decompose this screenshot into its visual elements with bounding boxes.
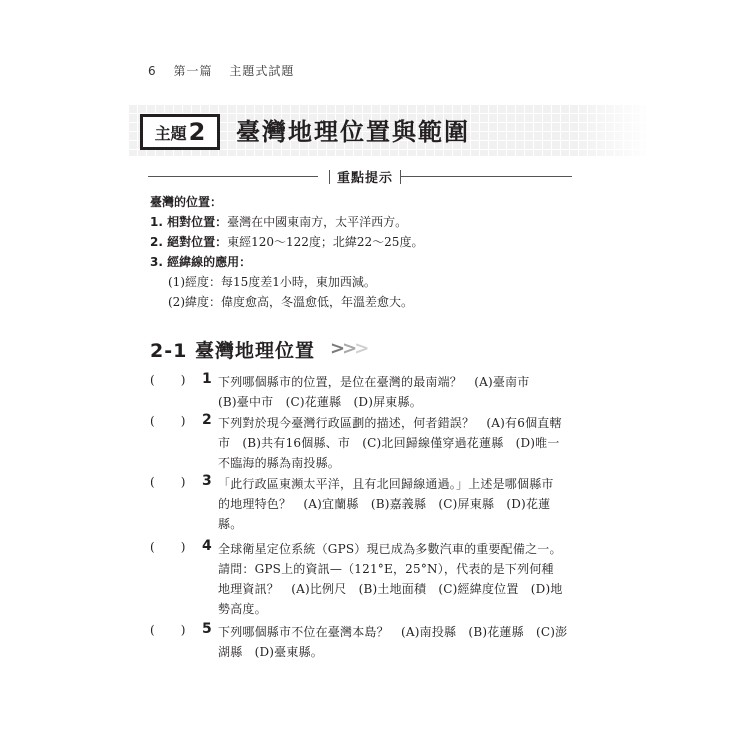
question-number: 3 bbox=[202, 473, 212, 489]
topic-title: 臺灣地理位置與範圍 bbox=[236, 118, 470, 146]
question-text: 「此行政區東瀕太平洋，且有北回歸線通過。」上述是哪個縣市 bbox=[218, 477, 554, 491]
question-text: 地理資訊？ (A)比例尺 (B)土地面積 (C)經緯度位置 (D)地 bbox=[218, 582, 563, 596]
key-point-item: 3. 經緯線的應用： bbox=[150, 255, 252, 269]
part-label: 第一篇 bbox=[173, 64, 213, 78]
question-text: 的地理特色？ (A)宜蘭縣 (B)嘉義縣 (C)屏東縣 (D)花蓮 bbox=[218, 497, 551, 511]
answer-blank[interactable]: ( ) bbox=[150, 414, 186, 428]
question-text: 市 (B)共有16個縣、市 (C)北回歸線僅穿過花蓮縣 (D)唯一 bbox=[218, 436, 560, 450]
key-point-subitem: (2)緯度：偉度愈高，冬溫愈低，年溫差愈大。 bbox=[168, 295, 413, 309]
topic-label bbox=[140, 114, 220, 150]
answer-blank[interactable]: ( ) bbox=[150, 623, 186, 637]
divider-left bbox=[148, 176, 318, 177]
key-point-item: 1. 相對位置：臺灣在中國東南方，太平洋西方。 bbox=[150, 215, 408, 229]
question-text: (B)臺中市 (C)花蓮縣 (D)屏東縣。 bbox=[218, 395, 422, 409]
question-text: 下列對於現今臺灣行政區劃的描述，何者錯誤？ (A)有6個直轄 bbox=[218, 416, 562, 430]
question-text: 勢高度。 bbox=[218, 602, 267, 616]
answer-blank[interactable]: ( ) bbox=[150, 373, 186, 387]
key-points-heading bbox=[322, 167, 408, 186]
key-point-item: 2. 絕對位置：東經120～122度；北緯22～25度。 bbox=[150, 235, 424, 249]
topic-label-word: 主題 bbox=[154, 123, 187, 143]
divider-right bbox=[400, 176, 572, 177]
answer-blank[interactable]: ( ) bbox=[150, 540, 186, 554]
question-text: 下列哪個縣市不位在臺灣本島？ (A)南投縣 (B)花蓮縣 (C)澎 bbox=[218, 625, 568, 639]
running-header bbox=[148, 62, 306, 79]
key-points-heading-text: 重點提示 bbox=[337, 171, 394, 186]
key-points-intro: 臺灣的位置： bbox=[150, 195, 223, 209]
question-text: 全球衛星定位系統（GPS）現已成為多數汽車的重要配備之一。 bbox=[218, 542, 562, 556]
topic-label-number: 2 bbox=[188, 118, 206, 146]
page-number: 6 bbox=[148, 64, 157, 78]
question-text: 不臨海的縣為南投縣。 bbox=[218, 456, 341, 470]
answer-blank[interactable]: ( ) bbox=[150, 475, 186, 489]
question-text: 下列哪個縣市的位置，是位在臺灣的最南端？ (A)臺南市 bbox=[218, 375, 530, 389]
question-number: 2 bbox=[202, 412, 212, 428]
question-number: 4 bbox=[202, 538, 212, 554]
question-text: 縣。 bbox=[218, 517, 243, 531]
part-title: 主題式試題 bbox=[229, 64, 295, 78]
question-text: 湖縣 (D)臺東縣。 bbox=[218, 645, 323, 659]
key-point-subitem: (1)經度：每15度差1小時，東加西減。 bbox=[168, 275, 376, 289]
question-number: 1 bbox=[202, 371, 212, 387]
question-text: 請問：GPS上的資訊—（121°E，25°N），代表的是下列何種 bbox=[218, 562, 554, 576]
chevrons-icon: >>> bbox=[330, 338, 367, 359]
question-number: 5 bbox=[202, 621, 212, 637]
section-heading: 2-1 臺灣地理位置 bbox=[150, 340, 315, 362]
